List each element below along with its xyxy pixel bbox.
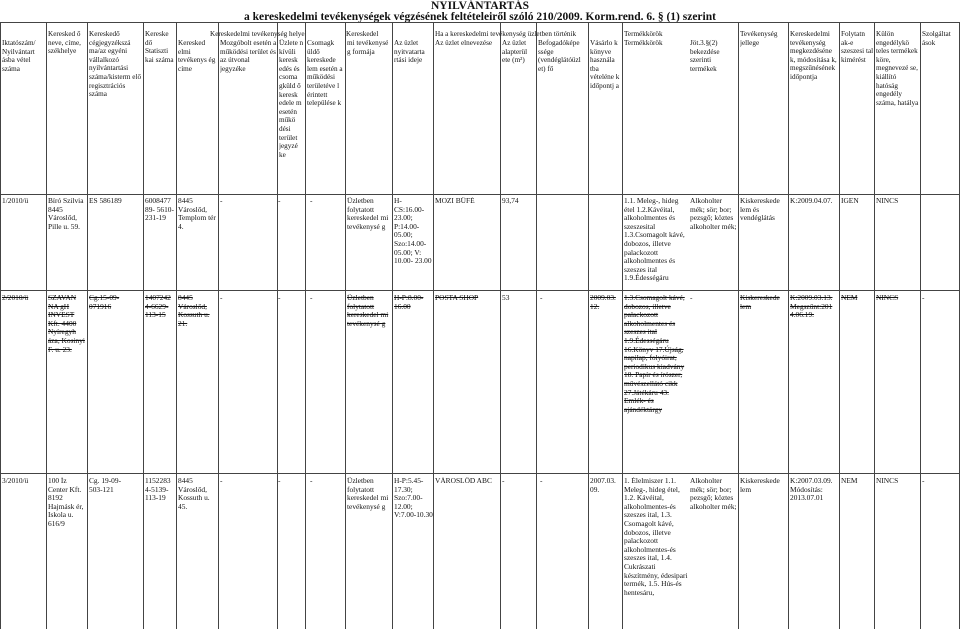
col-header-form: mi tevékenysé g formája — [347, 39, 389, 56]
col-line — [87, 22, 88, 629]
col-header-store-name: Az üzlet elnevezése — [435, 39, 493, 47]
row-excise: - — [690, 294, 693, 302]
table-border-top — [0, 22, 960, 23]
row-id: 2/2010/ü — [2, 294, 29, 302]
col-header-mobile-store: Mozgóbolt esetén a működési terület és az útvonal jegyzéke — [220, 39, 277, 73]
col-header-capacity: Befogadóképe ssége (vendéglátóüzl et) fő — [538, 39, 581, 73]
row-mail: - — [310, 294, 313, 302]
row-area: - — [502, 477, 505, 485]
row-excise: Alkoholter mék; sör; bor; pezsgő; köztes alkoholter mék; — [690, 197, 737, 231]
row-services: - — [922, 477, 925, 485]
col-line — [143, 22, 144, 629]
group-commerce: Kereskedel — [346, 30, 379, 38]
col-header-excise-products: Jöt.3.§(2) bekezdése szerinti termékek — [690, 39, 720, 73]
col-header-address: Keresked elmi tevékenys ég címe — [178, 39, 216, 73]
col-header-hours: Az üzlet nyitvatarta rtási ideje — [394, 39, 425, 65]
register-title: NYILVÁNTARTÁS — [430, 0, 529, 12]
row-id: 1/2010/ü — [2, 197, 29, 205]
row-capacity: - — [540, 294, 543, 302]
col-line — [305, 22, 306, 629]
col-line — [738, 22, 739, 629]
row-address: 8445 Városlőd, Templom tér 4. — [178, 197, 216, 231]
row-address: 8445 Városlőd, Kossuth u. 21. — [178, 294, 210, 328]
row-statistical: 1407242 4-6629-113-15 — [145, 294, 171, 320]
row-alcohol: IGEN — [841, 197, 859, 205]
row-trader: Bíró Szilvia 8445 Városlőd, Pille u. 59. — [48, 197, 84, 231]
row-separator-2 — [0, 473, 960, 474]
col-header-statistical: Kereske dő Statiszti kai száma — [145, 30, 174, 64]
row-products: 1.1. Meleg-, hideg étel 1.2.Kávéital, alkoholmentes és szeszesital 1.3.Csomagolt kávé, dobozos, illetve palackozott alkoholmentes és szeszes ital 1.9.Édességáru — [624, 197, 685, 283]
row-type: Kiskereskede lem és vendéglátás — [740, 197, 780, 223]
group-store: Ha a kereskedelmi tevékenység üzletben történik — [435, 30, 577, 38]
row-registration: Cg.15-09-071916 — [89, 294, 120, 311]
row-alcohol: NEM — [841, 477, 858, 485]
col-header-trader: Keresked ő neve, címe, székhelye — [48, 30, 81, 56]
row-type: Kiskereskede lem — [740, 477, 780, 494]
row-registration: Cg. 19-09-503-121 — [89, 477, 122, 494]
row-hours: H-P:8.00-16.00 — [394, 294, 424, 311]
col-header-mail-order: Csomagk üldő kereskede lem esetén a működési területéve l érintett települése k — [307, 39, 343, 108]
row-mobile: - — [220, 294, 223, 302]
row-outside: - — [278, 294, 281, 302]
row-date: K:2007.03.09. Módosítás: 2013.07.01 — [790, 477, 833, 503]
col-line — [0, 22, 1, 629]
row-registration: ES 586189 — [89, 197, 122, 205]
col-line — [588, 22, 589, 629]
row-trader: SZAVAN NA gH INVEST Kft. 4400 Nyíregyh áza, Kosinyi F. u. 23. — [48, 294, 85, 354]
row-hours: H-P:5.45-17.30; Szo:7.00-12.00; V:7.00-10.30 — [394, 477, 433, 520]
col-header-complaint-book: Vásárlo k könyve használa tba vételéne k időpontj a — [590, 39, 620, 90]
row-products: 1.3.Csomagolt kávé, dobozos, illetve palackozott alkoholmentes és szeszes ital 1.9.Édességáru 16.Könyv 17.Újság, napilap, folyóirat, periodikus kiadvány 18. Papír és írószer, művészellátó cikk 27.Játékáru 43. Emlék- és ajándéktárgy — [624, 294, 685, 414]
row-permit: NINCS — [876, 477, 899, 485]
row-statistical: 6008477 89- 5610- 231-19 — [145, 197, 174, 223]
col-header-alcohol: Folytatn ak-e szeszesi tal kimérést — [841, 30, 874, 64]
row-area: 53 — [502, 294, 510, 302]
col-line — [920, 22, 921, 629]
col-header-dates: Kereskedelmi tevékenység megkezdéséne k, módosítása k, megszűnésének időpontja — [790, 30, 837, 81]
row-separator-1 — [0, 290, 960, 291]
group-activity-location: Kereskedelmi tevékenység helye — [210, 30, 305, 38]
row-form: Üzletben folytatott kereskedel mi tevékenysé g — [347, 477, 389, 511]
group-activity-type: Tevékenység — [740, 30, 778, 38]
row-alcohol: NEM — [841, 294, 858, 302]
row-excise: Alkoholter mék; sör; bor; pezsgő; köztes alkoholter mék; — [690, 477, 737, 511]
row-store-name: VÁROSLŐD ABC — [435, 477, 492, 485]
row-services: - — [922, 294, 925, 302]
row-capacity: - — [540, 477, 543, 485]
col-line — [345, 22, 346, 629]
col-line — [536, 22, 537, 629]
col-header-permits: Külön engedélykö teles termékek köre, megnevezé se, kiállító hatóság engedély száma, hatálya — [876, 30, 919, 107]
row-date: K:2009.03.13. Megszűnt:201 4.06.19. — [790, 294, 833, 320]
col-header-activity-type: jellege — [740, 39, 760, 47]
row-trader: 100 Íz Center Kft. 8192 Hajmásk ér, Iskola u. 616/9 — [48, 477, 84, 528]
col-header-outside-store: Üzlete n kívüli keresk edés és csoma gküld ő keresk edele m esetén műkö dési terület jegyzé ke — [279, 39, 304, 159]
col-header-registration: Kereskedő cégjegyzékszá ma/az egyéni vállalkozó nyilvántartási száma/kisterm elő regisztrációs száma — [89, 30, 142, 99]
register-subtitle: a kereskedelmi tevékenységek végzésének feltételeiről szóló 210/2009. Korm.rend. 6. § (1) szerint — [244, 11, 716, 23]
col-line — [277, 22, 278, 629]
col-line — [874, 22, 875, 629]
col-line — [433, 22, 434, 629]
col-line — [392, 22, 393, 629]
col-header-area: Az üzlet alapterül ete (m²) — [502, 39, 528, 65]
row-statistical: 1152283 4-5139-113-19 — [145, 477, 171, 503]
row-permit: NINCS — [876, 294, 899, 302]
row-permit: NINCS — [876, 197, 899, 205]
row-book-date: 2007.03. 09. — [590, 477, 616, 494]
col-line — [46, 22, 47, 629]
row-id: 3/2010/ü — [2, 477, 29, 485]
col-line — [839, 22, 840, 629]
row-products: 1. Élelmiszer 1.1. Meleg-, hideg étel, 1.2. Kávéital, alkoholmentes-és szeszes ital, 1.3. Csomagolt kávé, dobozos, illetve palackozott alkoholmentes-és szeszes ital, 1.4. Cukrászati készítmény, édesipari termék, 1.5. Hús-és hentesáru, — [624, 477, 688, 597]
row-store-name: POSTA SHOP — [435, 294, 479, 302]
row-mobile: - — [220, 477, 223, 485]
row-form: Üzletben folytatott kereskedel mi tevékenysé g — [347, 294, 389, 328]
header-separator — [0, 194, 960, 195]
col-line — [788, 22, 789, 629]
row-outside: - — [278, 477, 281, 485]
row-type: Kiskereskede lem — [740, 294, 780, 311]
row-date: K:2009.04.07. — [790, 197, 833, 205]
col-line — [622, 22, 623, 629]
col-line — [176, 22, 177, 629]
row-store-name: MOZI BÜFÉ — [435, 197, 475, 205]
group-products: Termékkörök — [624, 30, 663, 38]
col-line — [218, 22, 219, 629]
row-book-date: 2009.03. 12. — [590, 294, 616, 311]
row-area: 93,74 — [502, 197, 519, 205]
row-form: Üzletben folytatott kereskedel mi tevékenysé g — [347, 197, 389, 231]
row-address: 8445 Városlőd, Kossuth u. 45. — [178, 477, 210, 511]
row-mail: - — [310, 477, 313, 485]
col-line — [500, 22, 501, 629]
row-hours: H- CS:16.00- 23.00; P:14.00- 05.00; Szo:14.00- 05.00; V: 10.00- 23.00 — [394, 197, 432, 266]
row-outside: - — [278, 197, 281, 205]
col-header-id: Iktatószám/ Nyilvántart ásba vétel száma — [2, 39, 36, 73]
row-mail: - — [310, 197, 313, 205]
col-header-services: Szolgáltat ások — [922, 30, 951, 47]
row-mobile: - — [220, 197, 223, 205]
col-header-product-groups: Termékkörök — [624, 39, 663, 47]
